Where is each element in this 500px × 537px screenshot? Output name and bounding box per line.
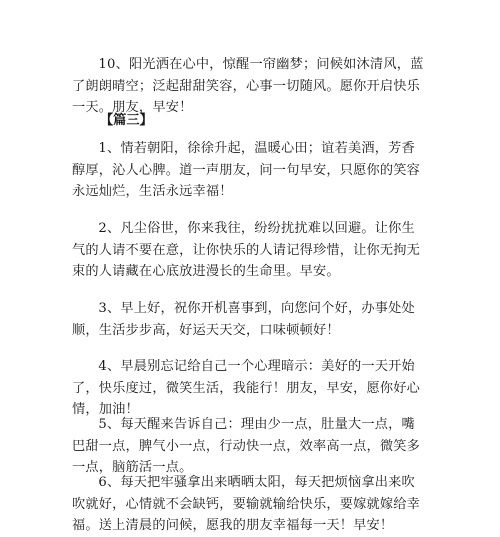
paragraph-6: 6、每天把牢骚拿出来晒晒太阳，每天把烦恼拿出来吹吹就好，心情就不会缺钙，要输就输给快乐，要嫁就嫁给幸福。送上清晨的问候，愿我的朋友幸福每一天！早安！ bbox=[72, 475, 421, 533]
paragraph-2: 2、凡尘俗世，你来我往，纷纷扰扰难以回避。让你生气的人请不要在意，让你快乐的人请记得珍惜，让你无拘无束的人请藏在心底放进漫长的生命里。早安。 bbox=[72, 221, 421, 279]
paragraph-1: 1、情若朝阳，徐徐升起，温暖心田；谊若美酒，芳香醇厚，沁人心脾。道一声朋友，问一句早安，只愿你的笑容永远灿烂，生活永远幸福！ bbox=[72, 141, 421, 199]
section-heading: 【篇三】 bbox=[100, 113, 153, 128]
paragraph-5: 5、每天醒来告诉自己：理由少一点，肚量大一点，嘴巴甜一点，脾气小一点，行动快一点，效率高一点，微笑多一点，脑筋活一点。 bbox=[72, 417, 421, 475]
paragraph-4: 4、早晨别忘记给自己一个心理暗示：美好的一天开始了，快乐度过，微笑生活，我能行！朋友，早安，愿你好心情，加油！ bbox=[72, 359, 421, 417]
paragraph-10: 10、阳光洒在心中，惊醒一帘幽梦；问候如沐清风，蓝了朗朗晴空；泛起甜甜笑容，心事一切随风。愿你开启快乐一天。朋友，早安！ bbox=[72, 57, 424, 115]
paragraph-3: 3、早上好，祝你开机喜事到，向您问个好，办事处处顺，生活步步高，好运天天交，口味顿顿好！ bbox=[72, 301, 415, 338]
